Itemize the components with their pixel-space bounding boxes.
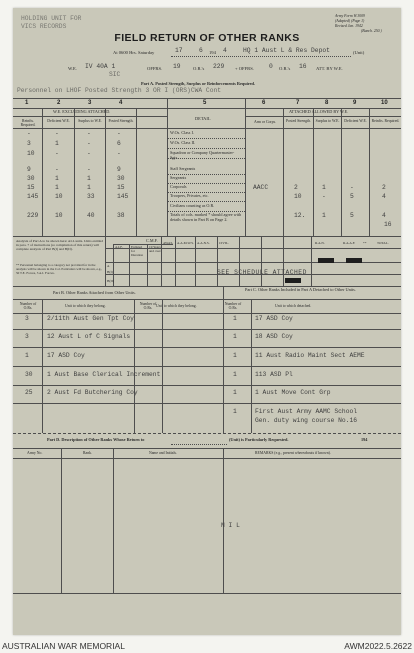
part-d-unit: (Unit) is Particularly Requested. — [229, 437, 289, 442]
footer — [0, 641, 414, 653]
or2-value: 16 — [299, 63, 307, 70]
part-bc-row-divider — [13, 329, 401, 330]
left-cell: 145 — [117, 193, 129, 200]
left-cell: 9 — [27, 166, 31, 173]
part-d-col: Army No. — [27, 451, 43, 455]
part-c-number: 1 — [233, 408, 237, 415]
redaction-block — [285, 278, 301, 283]
part-c-number: 1 — [233, 333, 237, 340]
left-cell: - — [87, 140, 91, 147]
col-head: Deficient W.E. — [47, 119, 70, 123]
redaction-block — [346, 258, 362, 263]
left-cell: - — [117, 130, 121, 137]
col-number: 8 — [325, 100, 329, 106]
left-cell: - — [55, 166, 59, 173]
corner-stamp-line: HOLDING UNIT FOR — [21, 15, 82, 22]
footer-right: AWM2022.5.2622 — [344, 641, 412, 651]
offrs-label: OFFRS. — [147, 66, 163, 71]
left-cell: 1 — [55, 175, 59, 182]
part-d-title: Part D. Description of Other Ranks Whose Return to — [47, 437, 145, 442]
page-title: FIELD RETURN OF OTHER RANKS — [114, 32, 300, 44]
sub-note: SIC — [109, 71, 121, 78]
left-cell: 145 — [27, 193, 39, 200]
att-allowed-label: ATTACHED ALLOWED BY W.E. — [289, 109, 349, 114]
col-number: 2 — [57, 100, 61, 106]
row-divider — [167, 201, 245, 202]
right-cell: 5 — [350, 212, 354, 219]
part-d-col: Rank. — [83, 451, 92, 455]
part-c-number: 1 — [233, 352, 237, 359]
analysis-row-label: B(II) — [107, 279, 114, 283]
col-number: 5 — [203, 100, 207, 106]
col-head: Number of O.Rs. — [19, 302, 37, 311]
part-c-unit: Gen. duty wing course No.16 — [255, 417, 358, 424]
form-id-line: (Adapted) (Page 1) — [335, 19, 365, 23]
col-head: Number of O.Rs. — [139, 302, 157, 311]
right-cell: 10 — [294, 193, 302, 200]
part-b-number: 1 — [25, 352, 29, 359]
col-head: Reinfts. Required. — [371, 119, 400, 123]
col-number: 3 — [88, 100, 92, 106]
row-divider — [167, 148, 245, 149]
col-head: Unit to which detached. — [275, 304, 312, 308]
part-b-number: 30 — [25, 371, 33, 378]
analysis-divider — [129, 244, 130, 286]
right-cell: 12. — [294, 212, 306, 219]
analysis-col-head: A.A.N.S. — [197, 241, 210, 245]
col-number: 9 — [353, 100, 357, 106]
right-extra-value: 16 — [384, 221, 392, 228]
or-label: O.R.'s — [193, 66, 205, 71]
we-value: IV 40A 1 — [85, 63, 116, 70]
left-cell: 10 — [55, 193, 63, 200]
col-number: 10 — [381, 100, 388, 106]
left-cell: 9 — [117, 166, 121, 173]
row-detail: W.Os. Class I. — [170, 130, 194, 135]
part-a-title: Part A. Posted Strength, Surplus or Reinforcements Required. — [141, 81, 256, 86]
row-detail: Staff Sergeants — [170, 166, 196, 171]
part-b-unit: 12 Aust L of C Signals — [47, 333, 131, 340]
analysis-divider — [147, 244, 148, 286]
part-bc-row-divider — [13, 347, 401, 348]
analysis-col-head: CIVIL. — [219, 241, 229, 245]
part-c-unit: 18 ASD Coy — [255, 333, 293, 340]
analysis-divider — [217, 236, 218, 286]
unit-value: HQ 1 Aust L & Res Depot — [243, 47, 330, 54]
col-number: 1 — [25, 100, 29, 106]
right-cell: - — [322, 193, 326, 200]
right-cell: 5 — [350, 193, 354, 200]
left-cell: 10 — [55, 212, 63, 219]
part-d-nil: N I L — [221, 522, 240, 529]
part-c-number: 1 — [233, 371, 237, 378]
year-value: 4 — [223, 47, 227, 54]
right-cell: 2 — [294, 184, 298, 191]
left-cell: 1 — [55, 184, 59, 191]
left-cell: - — [27, 130, 31, 137]
analysis-col-head: TOTAL. — [377, 241, 389, 245]
form-id-line: Revised Jan. 1942 — [335, 24, 363, 28]
part-d-col: Name and Initials. — [149, 451, 177, 455]
at-label: At 0600 Hrs. Saturday — [113, 50, 155, 55]
analysis-col-head: A.A.M.W.S. — [177, 241, 194, 245]
col-head: Posted Strength. — [108, 119, 134, 123]
left-cell: - — [117, 150, 121, 157]
form-sheet — [13, 8, 401, 635]
form-id-line: Army Form W.3009 — [335, 14, 365, 18]
left-cell: 33 — [87, 193, 95, 200]
detail-label: DETAIL — [195, 116, 211, 121]
col-head: Posted Strength. — [286, 119, 311, 123]
personnel-note: Personnel on LHOF Posted Strength 3 OR I (ORS)CWA Cont — [17, 87, 222, 94]
left-cell: 38 — [117, 212, 125, 219]
analysis-col-head: ** — [363, 241, 367, 245]
left-cell: 10 — [27, 150, 35, 157]
part-c-number: 1 — [233, 315, 237, 322]
col-head: Arm or Corps. — [253, 120, 277, 124]
right-cell: - — [350, 184, 354, 191]
analysis-row-label: A — [107, 264, 110, 268]
analysis-divider — [161, 236, 162, 286]
analysis-col-head: AWAS. — [163, 241, 174, 245]
we-excl-label: W.E. EXCLUDING ATTACHED. — [53, 109, 111, 114]
col-head: Number of O.Rs. — [224, 302, 242, 311]
part-b-unit: 17 ASD Coy — [47, 352, 85, 359]
col-head: Unit to which they belong. — [156, 304, 197, 308]
day-value: 17 — [175, 47, 183, 54]
analysis-divider — [311, 236, 312, 286]
row-detail: Troopers, Privates, etc. — [170, 193, 209, 198]
offrs2-value: 0 — [269, 63, 273, 70]
right-cell: 1 — [322, 184, 326, 191]
part-c-unit: 11 Aust Radio Maint Sect AEME — [255, 352, 365, 359]
part-b-unit: 2 Aust Fd Butchering Coy — [47, 389, 138, 396]
row-detail: Sergeants — [170, 175, 187, 180]
part-bc-row-divider — [13, 366, 401, 367]
left-cell: 1 — [55, 140, 59, 147]
left-cell: 1 — [87, 184, 91, 191]
att-label: ATT. BY W.E. — [316, 66, 343, 71]
offrs2-label: + OFFRS. — [235, 66, 254, 71]
col-head: Surplus to W.E. — [78, 119, 102, 123]
part-b-number: 3 — [25, 315, 29, 322]
part-c-unit: First Aust Army AAMC School — [255, 408, 358, 415]
left-cell: 15 — [27, 184, 35, 191]
left-cell: - — [55, 130, 59, 137]
col-number: 4 — [119, 100, 123, 106]
col-head: Deficient W.E. — [344, 119, 367, 123]
right-cell: 2 — [382, 184, 386, 191]
col-head: Surplus to W.E. — [315, 119, 340, 123]
part-b-title: Part B. Other Ranks Attached from Other Units. — [53, 290, 136, 295]
cmf-label: C.M.F. — [146, 238, 158, 243]
or2-label: O.R.'s — [279, 66, 291, 71]
left-cell: - — [87, 130, 91, 137]
left-cell: 40 — [87, 212, 95, 219]
part-c-unit: 113 ASD Pl — [255, 371, 293, 378]
col-number: 7 — [296, 100, 300, 106]
left-cell: 229 — [27, 212, 39, 219]
analysis-row-label: B(I) — [107, 270, 113, 274]
part-c-number: 1 — [233, 389, 237, 396]
right-cell: 4 — [382, 212, 386, 219]
part-b-unit: 2/11th Aust Gen Tpt Coy — [47, 315, 134, 322]
analysis-divider — [239, 236, 240, 286]
row-divider — [167, 158, 245, 159]
year-suffix: 194 — [209, 50, 216, 55]
redaction-block — [318, 258, 334, 263]
part-bc-row-divider — [13, 403, 401, 404]
col-head: Unit to which they belong. — [65, 304, 106, 308]
corner-stamp-line: VICS RECORDS — [21, 23, 67, 30]
analysis-col-head: R.A.N. — [315, 241, 325, 245]
part-d-col: REMARKS (e.g., present whereabouts if known). — [255, 451, 331, 455]
right-cell: 1 — [322, 212, 326, 219]
row-detail: Corporals — [170, 184, 187, 189]
month-value: 6 — [199, 47, 203, 54]
analysis-col-head: R.A.A.F. — [343, 241, 356, 245]
part-b-number: 25 — [25, 389, 33, 396]
row-detail: Civilians counting as O.R. — [170, 203, 215, 208]
left-cell: - — [87, 166, 91, 173]
part-b-unit: 1 Aust Base Clerical Increment — [47, 371, 161, 378]
left-cell: 6 — [117, 140, 121, 147]
left-cell: 30 — [27, 175, 35, 182]
row-detail: W.Os. Class II. — [170, 140, 196, 145]
part-c-unit: 1 Aust Move Cont Grp — [255, 389, 331, 396]
part-d-date: 194 — [361, 437, 368, 442]
left-cell: - — [55, 150, 59, 157]
col-number: 6 — [262, 100, 266, 106]
analysis-note: Analysis of Part A to be shown here: ALL units. Units entitled in para. 7 of instructions (re compilation of this return) will complete analysis of Part B(I) and B(II). — [16, 239, 103, 252]
analysis-divider — [261, 236, 262, 286]
right-cell: 4 — [382, 193, 386, 200]
form-id-line: (Bunch. 250.) — [361, 29, 382, 33]
arm-cell: AACC — [253, 184, 269, 191]
part-b-number: 3 — [25, 333, 29, 340]
we-label: W.E. — [68, 66, 78, 71]
analysis-col-head: Enlisted for Duration — [131, 245, 144, 257]
analysis-stamp: SEE SCHEDULE ATTACHED — [217, 269, 307, 276]
left-cell: 15 — [117, 184, 125, 191]
part-c-title: Part C. Other Ranks Included in Part A Detached to Other Units. — [245, 287, 356, 292]
left-cell: 3 — [27, 140, 31, 147]
col-head: Reinfts. Required. — [20, 119, 36, 128]
part-bc-row-divider — [13, 385, 401, 386]
left-cell: 30 — [117, 175, 125, 182]
left-cell: 1 — [87, 175, 91, 182]
or-value: 229 — [213, 63, 225, 70]
row-detail: Totals of cols. marked * should agree with details shown in Part B on Page 2. — [170, 212, 242, 222]
left-cell: - — [87, 150, 91, 157]
analysis-col-head: A.I.F. — [115, 245, 123, 249]
unit-label: (Unit) — [353, 50, 365, 55]
analysis-col-head: 19 Years and over — [149, 245, 161, 253]
footer-left: AUSTRALIAN WAR MEMORIAL — [2, 641, 125, 651]
row-detail: Squadron or Company Quartermaster-Sgts. — [170, 150, 235, 160]
offrs-value: 19 — [173, 63, 181, 70]
unit-underline — [171, 56, 351, 57]
part-c-unit: 17 ASD Coy — [255, 315, 293, 322]
analysis-divider — [283, 236, 284, 286]
analysis-note-2: ** Personnel belonging to a category not provided for in the analysis will be shown in the Col. Particulars will be shown, e.g., 50 T.E. Forces, 3 A.I. Forces. — [16, 263, 103, 275]
row-divider — [167, 138, 245, 139]
